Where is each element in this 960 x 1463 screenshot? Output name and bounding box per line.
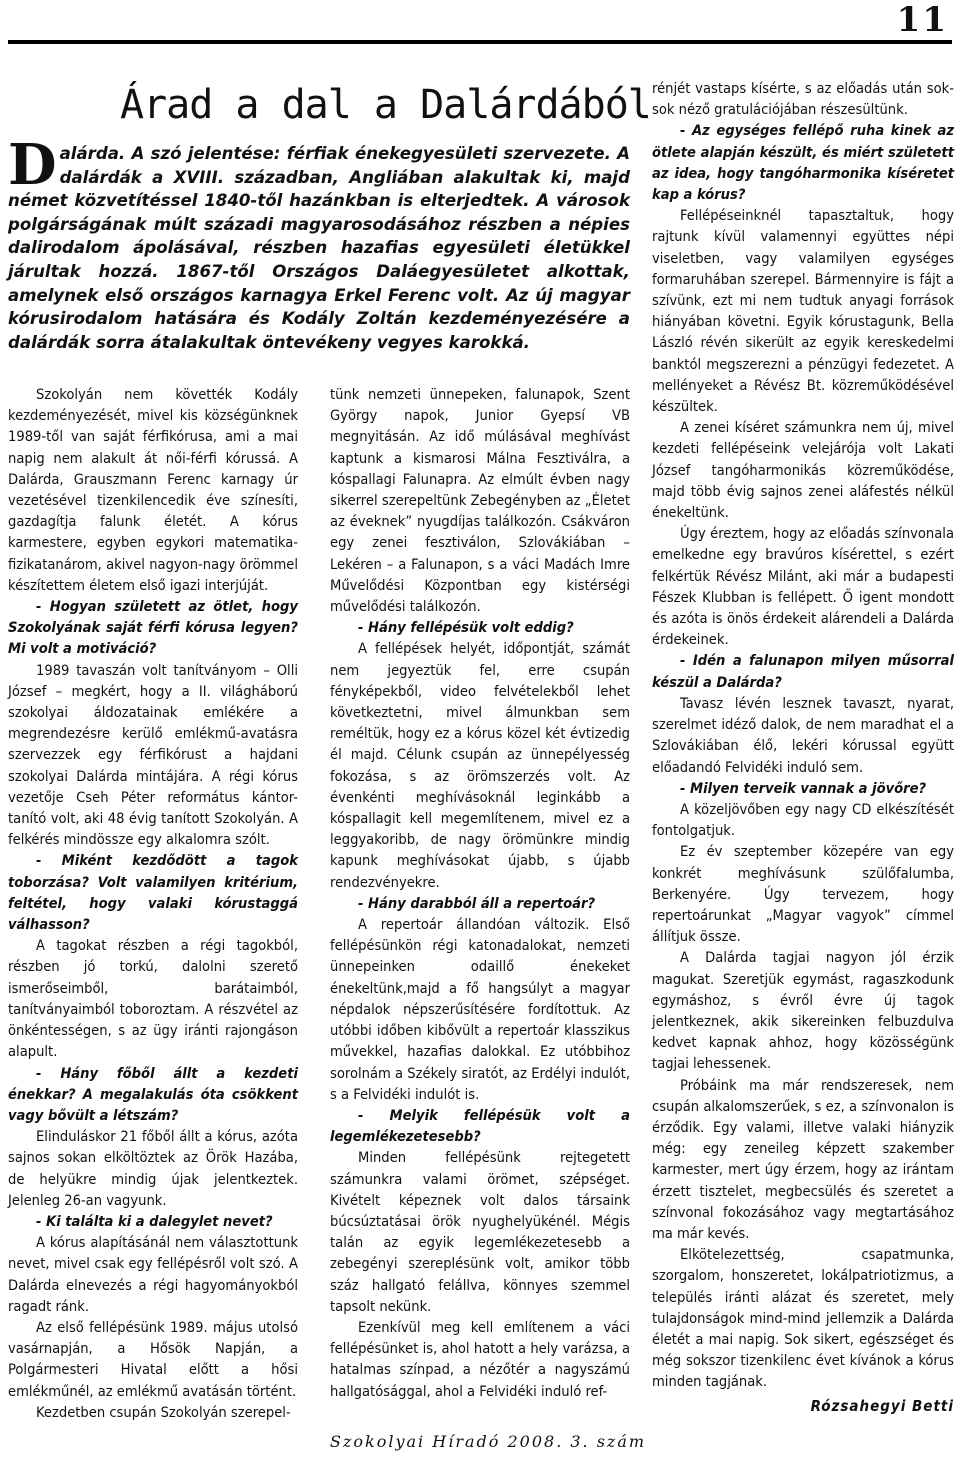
body-paragraph: Próbáink ma már rendszeresek, nem csupán alkalomszerűek, s ez, a színvonalon is érződik. Egy valami, illetve valaki hiányzik még: egy zeneileg képzett szakember karmester, mert úgy érzem, hogy az irántam érzett tisztelet, megbecsülés és szeretet a színvonal fokozásához vagy megtartásához ma már kevés. <box>652 1076 954 1242</box>
interview-question: - Hány fellépésük volt eddig? <box>358 619 574 637</box>
body-paragraph: A fellépések helyét, időpontját, számát nem jegyeztük fel, erre csupán fényképekből, video felvételekből lehet következtetni, mivel álmunkban sem reméltük, hogy ez a kórus közel két évtizedig él majd. Célunk csupán az ünnepélyesség fokozása, s az örömszerzés volt. Az évenkénti meghívásoknál leginkább a kóspallagit kell megemlítenem, mivel ez a leggyakoribb, de nagy örömünkre mindig kapunk meghívásokat újabb, s újabb rendezvényekre. <box>330 640 630 891</box>
body-paragraph: rénjét vastaps kísérte, s az előadás után sok-sok néző gratulációjában részesültünk. <box>652 80 954 119</box>
body-paragraph: Az első fellépésünk 1989. május utolsó vasárnapján, a Hősök Napján, a Polgármesteri Hivatal előtt a hősi emlékműnél, az emlékmű avatásán történt. <box>8 1318 298 1400</box>
column-2 <box>330 384 630 1402</box>
body-paragraph: A kórus alapításánál nem választottunk nevet, mivel csak egy fellépésről volt szó. A Dalárda elnevezés a régi hagyományokból ragadt ránk. <box>8 1234 298 1315</box>
interview-question: - Idén a falunapon milyen műsorral készül a Dalárda? <box>652 652 954 691</box>
body-paragraph: Fellépéseinknél tapasztaltuk, hogy rajtunk kívül valamennyi együttes népi viseletben, vagy valamilyen egységes formaruhában szerepel. Bármennyire is fájt a szívünk, ezt mi nem tudtuk anyagi források hiányában követni. Egyik kórustagunk, Bella László révén sikerült az egyik kereskedelmi banktól megszerezni a pénzügyi fedezetet. A mellényeket a Révész Bt. közreműködésével készültek. <box>652 207 954 416</box>
page-number: 11 <box>896 0 948 40</box>
body-paragraph: Ezenkívül meg kell említenem a váci fellépésünket is, ahol hatott a hely varázsa, a hatalmas színpad, a nézőtér a nagyszámú hallgatósággal, ahol a Felvidéki induló ref- <box>330 1318 630 1400</box>
author-signature: Rózsahegyi Betti <box>810 1396 954 1415</box>
article-title: Árad a dal a Dalárdából <box>120 82 651 128</box>
body-paragraph: Kezdetben csupán Szokolyán szerepel- <box>36 1403 291 1421</box>
body-paragraph: 1989 tavaszán volt tanítványom – Olli József – megkért, hogy a II. világháború szokolyai áldozatainak emlékére a megrendezésre kerülő emlékmű-avatásra szervezzek egy férfikórust a hajdani szokolyai Dalárda mintájára. A régi kórus vezetője Cseh Péter református kántor-tanító volt, aki 48 évig tanított Szokolyán. A felkérés mindössze egy alkalomra szólt. <box>8 661 298 849</box>
body-paragraph: Elinduláskor 21 főből állt a kórus, azóta sajnos sokan elköltöztek az Örök Hazába, de helyükre mindig újak jelentkeztek. Jelenleg 26-an vagyunk. <box>8 1128 298 1209</box>
drop-cap: D <box>8 132 57 198</box>
body-paragraph: A Dalárda tagjai nagyon jól érzik magukat. Szeretjük egymást, ragaszkodunk egymáshoz, s évről évre új tagok jelentkeznek, akik sikereinken felbuzdulva kedvet kapnak ahhoz, hogy közösségünk tagjai lehessenek. <box>652 949 954 1073</box>
interview-question: - Hogyan született az ötlet, hogy Szokolyának saját férfi kórusa legyen? Mi volt a motiváció? <box>8 598 298 658</box>
article-lead <box>8 132 630 354</box>
body-paragraph: Minden fellépésünk rejtegetett számunkra valami örömet, szépséget. Kivételt képeznek volt dalos társaink búcsúztatásai örök nyughelyükénél. Mégis talán az egyik legemlékezetesebb a zebegényi szereplésünk volt, amikor több száz hallgató felállva, könnyes szemmel tapsolt nekünk. <box>330 1149 630 1315</box>
body-paragraph: Tavasz lévén lesznek tavaszt, nyarat, szerelmet idéző dalok, de nem maradhat el a Szlovákiában élő, lekéri kórussal együtt előadandó Felvidéki induló sem. <box>652 694 954 776</box>
column-3 <box>652 78 954 1417</box>
body-paragraph: Szokolyán nem követték Kodály kezdeményezését, mivel kis községünknek 1989-től van saját férfikórusa, ami a mai napig nem alakult át női-férfi kórussá. A Dalárda, Grauszmann Ferenc karnagy úr vezetésével tizenkilencedik éve színesíti, gazdagítja falunk életét. A kórus karmestere, egyben egykori matematika-fizikatanárom, akivel nagyon-nagy örömmel készítettem életem első igazi interjúját. <box>8 386 298 594</box>
interview-question: - Az egységes fellépő ruha kinek az ötlete alapján készült, és miért született az idea, hogy tangóharmonika kíséretet kap a kórus? <box>652 122 954 204</box>
body-paragraph: A repertoár állandóan változik. Első fellépésünkön régi katonadalokat, nemzeti ünnepeinken odaillő énekeket énekeltünk,majd a fő hangsúlyt a magyar népdalok népszerűsítésére fordítottuk. Az utóbbi időben kibővült a repertoár klasszikus művekkel, hazafias dalokkal. Ez utóbbihoz sorolnám a Székely siratót, az Erdélyi indulót, s a Felvidéki indulót is. <box>330 916 630 1103</box>
interview-question: - Melyik fellépésük volt a legemlékezetesebb? <box>330 1106 630 1146</box>
interview-question: - Hány főből állt a kezdeti énekkar? A megalakulás óta csökkent vagy bővült a létszám? <box>8 1064 298 1124</box>
column-1 <box>8 384 298 1423</box>
body-paragraph: Úgy éreztem, hogy az előadás színvonala emelkedne egy bravúros kísérettel, s ezért felkértük Révész Milánt, aki már a budapesti Fészek Klubban is fellépett. Ő igent mondott és azóta is önös érdekeit alárendeli a Dalárda érdekeinek. <box>652 525 954 649</box>
body-paragraph: tünk nemzeti ünnepeken, falunapok, Szent György napok, Junior Gyepsí VB megnyitásán. Az idő múlásával meghívást kaptunk a kismarosi Málna Fesztiválra, a kóspallagi Falunapra. Az elmúlt évben nagy sikerrel szerepeltünk Zebegényben az „Életet az éveknek” nyugdíjas találkozón. Csákváron egy zenei fesztiválon, Szlovákiában – Lekéren – a Falunapon, s a váci Madách Imre Művelődési Központban egy kistérségi művelődési találkozón. <box>330 386 630 616</box>
body-paragraph: A zenei kíséret számunkra nem új, mivel kezdeti fellépéseink velejárója volt Lakati József tangóharmonikás közreműködése, majd több évig sajnos zenei aláfestés nélkül énekeltünk. <box>652 419 954 522</box>
interview-question: - Milyen terveik vannak a jövőre? <box>680 779 927 797</box>
body-paragraph: A tagokat részben a régi tagokból, részben jó torkú, dalolni szerető ismerőseimből, barátaimból, tanítványaimból toboroztam. A részvétel az önkéntességen, s az ügy iránti rajongáson alapult. <box>8 937 298 1061</box>
body-paragraph: Ez év szeptember közepére van egy konkrét meghívásunk szülőfalumba, Berkenyére. Úgy tervezem, hogy repertoárunkat „Magyar vagyok” címmel állítjuk össze. <box>652 843 954 946</box>
lead-text: alárda. A szó jelentése: férfiak énekegyesületi szervezete. A dalárdák a XVIII. században, Angliában alakultak ki, majd német közvetítéssel 1840-től hazánkban is elterjedtek. A városok polgárságának múlt századi magyarosodásához részben a népies dalirodalom ápolásával, részben hazafias egyesületi életükkel járultak hozzá. 1867-től Országos Daláegyesületet alkottak, amelynek első országos karnagya Erkel Ferenc volt. Az új magyar kórusirodalom hatására és Kodály Zoltán kezdeményezésére a dalárdák sorra átalakultak öntevékeny vegyes karokká. <box>8 144 630 352</box>
body-paragraph: A közeljövőben egy nagy CD elkészítését fontolgatjuk. <box>652 800 954 840</box>
interview-question: - Miként kezdődött a tagok toborzása? Volt valamilyen kritérium, feltétel, hogy valaki kórustaggá válhasson? <box>8 852 298 934</box>
interview-question: - Ki találta ki a dalegylet nevet? <box>36 1212 273 1230</box>
body-paragraph: Elkötelezettség, csapatmunka, szorgalom, honszeretet, lokálpatriotizmus, a település iránti alázat és szeretet, mely tulajdonságok mind-mind jellemzik a Dalárda életét a mai napig. Sok sikert, egészséget és még sokszor tizenkilenc évet kívánok a kórus minden tagjának. <box>652 1246 954 1391</box>
interview-question: - Hány darabból áll a repertoár? <box>358 894 596 912</box>
header-rule <box>8 40 952 44</box>
publication-footer: Szokolyai Híradó 2008. 3. szám <box>330 1432 647 1451</box>
